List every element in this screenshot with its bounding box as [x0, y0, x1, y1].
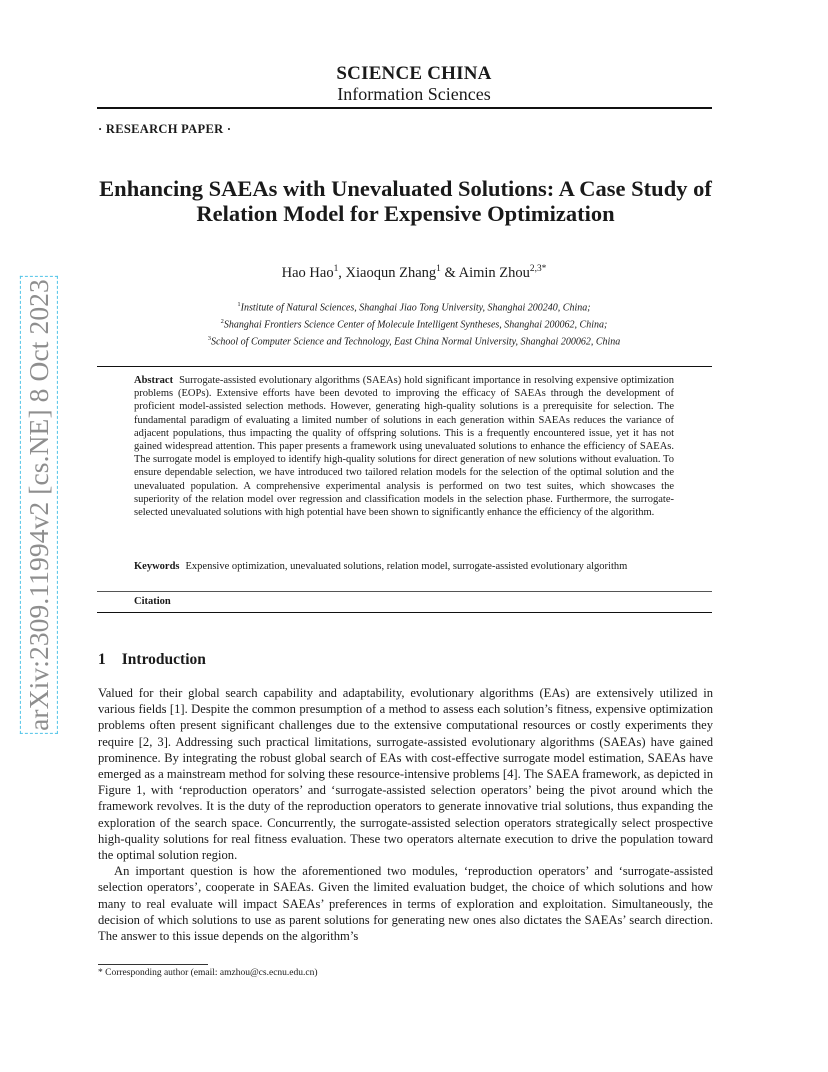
arxiv-stamp-text[interactable]: arXiv:2309.11994v2 [cs.NE] 8 Oct 2023	[23, 279, 54, 731]
author-list	[0, 264, 828, 282]
citation-rule	[97, 591, 712, 592]
author-separator: &	[440, 264, 459, 281]
paragraph: Valued for their global search capability and adaptability, evolutionary algorithms (EAs) are extensively utilized in various fields [1]. Despite the common presumption of a method to assess each solution’s fitness, expensive optimization problems often present significant challenges due to the extensive computational resources or costly experiments they require [2, 3]. Addressing such practical limitations, surrogate-assisted evolutionary algorithms (SAEAs) have gained prominence. By integrating the robust global search of EAs with cost-effective surrogate model estimation, SAEAs have emerged as a mainstream method for solving these resource-intensive problems [4]. The SAEA framework, as depicted in Figure 1, with ‘reproduction operators’ and ‘surrogate-assisted selection operators’ being the pivot around which the framework revolves. It is the duty of the reproduction operators to generate innovative trial solutions, thus expanding the exploration of the search space. Concurrently, the surrogate-assisted selection operators strategically select prospective high-quality solutions for real fitness evaluation. These two operators alternate execution to drive the population toward the optimal solution region.	[98, 686, 713, 863]
affiliation-text: Institute of Natural Sciences, Shanghai Jiao Tong University, Shanghai 200240, China;	[240, 302, 591, 314]
abstract-bottom-rule	[97, 612, 712, 613]
author-name: Aimin Zhou	[458, 264, 530, 281]
affiliation-line	[0, 332, 828, 349]
body-text	[98, 685, 713, 944]
abstract-text: Surrogate-assisted evolutionary algorithms (SAEAs) hold significant importance in resolving expensive optimization problems (EOPs). Extensive efforts have been devoted to improving the efficacy of SAEAs through the development of proficient model-assisted selection methods. However, generating high-quality solutions is a prerequisite for selection. The fundamental paradigm of evaluating a limited number of solutions in each generation within SAEAs reduces the variance of adjacent populations, thus impacting the quality of offspring solutions. This is a frequently encountered issue, yet it has not gained widespread attention. This paper presents a framework using unevaluated solutions to enhance the efficiency of SAEAs. The surrogate model is employed to identify high-quality solutions for direct generation of new solutions without evaluation. To ensure dependable selection, we have introduced two tailored relation models for the selection of the optimal solution and the unevaluated population. A comprehensive experimental analysis is performed on two test suites, which showcases the superiority of the relation model over regression and classification models in the selection phase. Furthermore, the surrogate-selected unevaluated solutions with high potential have been shown to significantly enhance the efficiency of the algorithm.	[134, 375, 674, 519]
footnote-rule	[98, 964, 208, 965]
header-rule	[97, 107, 712, 109]
keywords	[134, 560, 674, 573]
abstract	[134, 374, 674, 519]
author-name: Hao Hao	[281, 264, 334, 281]
author-separator: ,	[338, 264, 346, 281]
affiliation-text: Shanghai Frontiers Science Center of Molecule Intelligent Syntheses, Shanghai 200062, China;	[223, 319, 608, 331]
paper-title: Enhancing SAEAs with Unevaluated Solutions: A Case Study of Relation Model for Expensive Optimization	[99, 176, 712, 226]
author-affil-mark: 2,3*	[529, 264, 547, 274]
author-affil-mark: 1	[436, 264, 441, 274]
paragraph: An important question is how the aforementioned two modules, ‘reproduction operators’ and ‘surrogate-assisted selection operators’, cooperate in SAEAs. Given the limited evaluation budget, the choice of which solutions and how many to real evaluate will impact SAEAs’ preferences in terms of exploration and exploitation. Simultaneously, the decision of which solutions to use as parent solutions for generating new ones also dictates the SAEAs’ search direction. The answer to this issue depends on the algorithm’s	[98, 864, 713, 944]
article-type: · RESEARCH PAPER ·	[98, 122, 232, 136]
journal-subtitle: Information Sciences	[337, 84, 491, 104]
abstract-label: Abstract	[134, 375, 174, 386]
affiliation-mark: 2	[220, 317, 224, 325]
citation-label: Citation	[134, 596, 171, 607]
section-heading	[98, 651, 206, 669]
keywords-label: Keywords	[134, 561, 180, 572]
journal-name: SCIENCE CHINA	[336, 63, 492, 84]
affiliation-line	[0, 298, 828, 315]
author-name: Xiaoqun Zhang	[345, 264, 437, 281]
section-title: Introduction	[121, 651, 206, 668]
affiliation-text: School of Computer Science and Technology, East China Normal University, Shanghai 200062, China	[210, 335, 621, 347]
affiliation-mark: 1	[237, 301, 241, 308]
affiliation-mark: 3	[207, 334, 211, 342]
footnote: * Corresponding author (email: amzhou@cs.ecnu.edu.cn)	[98, 968, 318, 978]
affiliation-line	[0, 315, 828, 332]
author-affil-mark: 1	[333, 264, 339, 274]
affiliation-list	[0, 298, 828, 348]
abstract-top-rule	[97, 366, 712, 367]
section-number: 1	[98, 651, 106, 668]
keywords-text: Expensive optimization, unevaluated solutions, relation model, surrogate-assisted evolutionary algorithm	[185, 561, 628, 572]
